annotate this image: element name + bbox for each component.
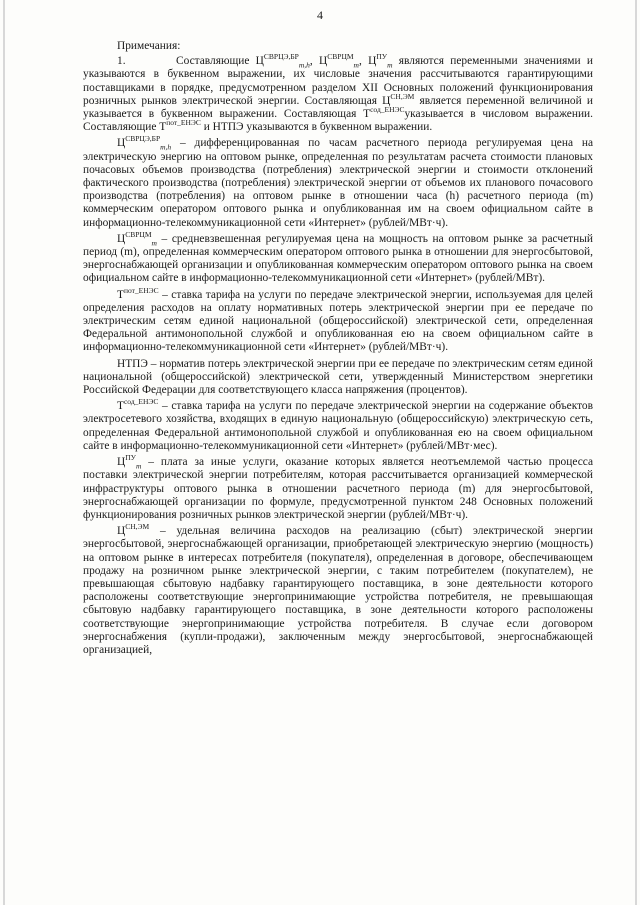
document-body	[83, 40, 593, 657]
paragraph-p6: $Т^{сод\_ЕНЭС}$ – ставка тарифа на услуги по передаче электрической энергии на содержание объектов электросетевого хозяйства, входящих в единую национальную (общероссийскую) электрическую сеть, определенная Федеральной антимонопольной службой и опубликованная ею на своем официальном сайте в информационно-телекоммуникационной сети «Интернет» (рублей/МВт·мес).	[83, 397, 593, 452]
paragraph-p7: $Ц^{ПУ}_m$ – плата за иные услуги, оказание которых является неотъемлемой частью процесса поставки электрической энергии потребителям, которая рассчитывается организацией коммерческой инфраструктуры оптового рынка в отношении расчетного периода (m) для энергосбытовой, энергоснабжающей организации по формуле, предусмотренной пунктом 248 Основных положений функционирования розничных рынков электрической энергии (рублей/МВт·ч).	[83, 453, 593, 521]
paragraph-p5: НТПЭ – норматив потерь электрической энергии при ее передаче по электрическим сетям единой национальной (общероссийской) электрической сети, утвержденный Министерством энергетики Российской Федерации для соответствующего класса напряжения (процентов).	[83, 357, 593, 397]
scan-right-edge	[635, 0, 637, 905]
scan-left-edge	[3, 0, 5, 905]
paragraph-p8: $Ц^{СН,ЭМ}$ – удельная величина расходов на реализацию (сбыт) электрической энергии энергосбытовой, энергоснабжающей организации, приобретающей электрическую энергию (мощность) на оптовом рынке в интересах потребителя (покупателя), определенная в договоре, обеспечивающем продажу на розничном рынке электрической энергии, с таким потребителем (покупателем), не превышающая сбытовую надбавку гарантирующего поставщика, в зоне деятельности которого расположены соответствующие энергопринимающие устройства потребителя, не превышающая сбытовую надбавку гарантирующего поставщика, в зоне деятельности которого расположены соответствующие энергопринимающие устройства потребителя. В случае если договором энергоснабжения (купли-продажи), заключенным между энергосбытовой, энергоснабжающей организацией,	[83, 522, 593, 656]
paragraph-p4: $Т^{пот\_ЕНЭС}$ – ставка тарифа на услуги по передаче электрической энергии, используемая для целей определения расходов на оплату нормативных потерь электрической энергии при ее передаче по электрическим сетям единой национальной (общероссийской) электрической сети, определенная Федеральной антимонопольной службой и опубликованная ею на своем официальном сайте в информационно-телекоммуникационной сети «Интернет» (рублей/МВт·ч).	[83, 285, 593, 354]
paragraph-p3: $Ц^{СВРЦМ}_m$ – средневзвешенная регулируемая цена на мощность на оптовом рынке за расчетный период (m), определенная коммерческим оператором оптового рынка в отношении для энергосбытовой, энергоснабжающей организации и опубликованная коммерческим оператором оптового рынка на своем официальном сайте в информационно-телекоммуникационной сети «Интернет» (рублей/МВт).	[83, 230, 593, 285]
paragraph-p1: 1. Составляющие $Ц^{СВРЦЭ,БР}_{m,h}$, $Ц^{СВРЦМ}_m$, $Ц^{ПУ}_m$ являются переменными значениями и указываются в буквенном выражении, их числовые значения рассчитываются гарантирующими поставщиками в порядке, предусмотренном разделом XII Основных положений функционирования розничных рынков электрической энергии. Составляющая $Ц^{СН,ЭМ}$ является переменной величиной и указывается в буквенном выражении. Составляющая $Т^{сод\_ЕНЭС}указывается$ в числовом выражении. Составляющие $Т^{пот\_ЕНЭС}$ и НТПЭ указываются в буквенном выражении.	[83, 52, 594, 134]
paragraph-p2: $Ц^{СВРЦЭ,БР}_{m,h}$ – дифференцированная по часам расчетного периода регулируемая цена на электрическую энергию на оптовом рынке, определенная по результатам расчета стоимости плановых почасовых объемов производства (потребления) электрической энергии и стоимости отклонений фактического производства (потребления) электрической энергии от объемов их планового почасового производства (потребления) на оптовом рынке в отношении часа (h) расчетного периода (m) коммерческим оператором оптового рынка и опубликованная им на своем официальном сайте в информационно-телекоммуникационной сети «Интернет» (рублей/МВт·ч).	[83, 134, 593, 229]
paragraph-list	[83, 52, 594, 657]
notes-heading: Примечания:	[117, 40, 181, 52]
page-number: 4	[317, 8, 323, 22]
